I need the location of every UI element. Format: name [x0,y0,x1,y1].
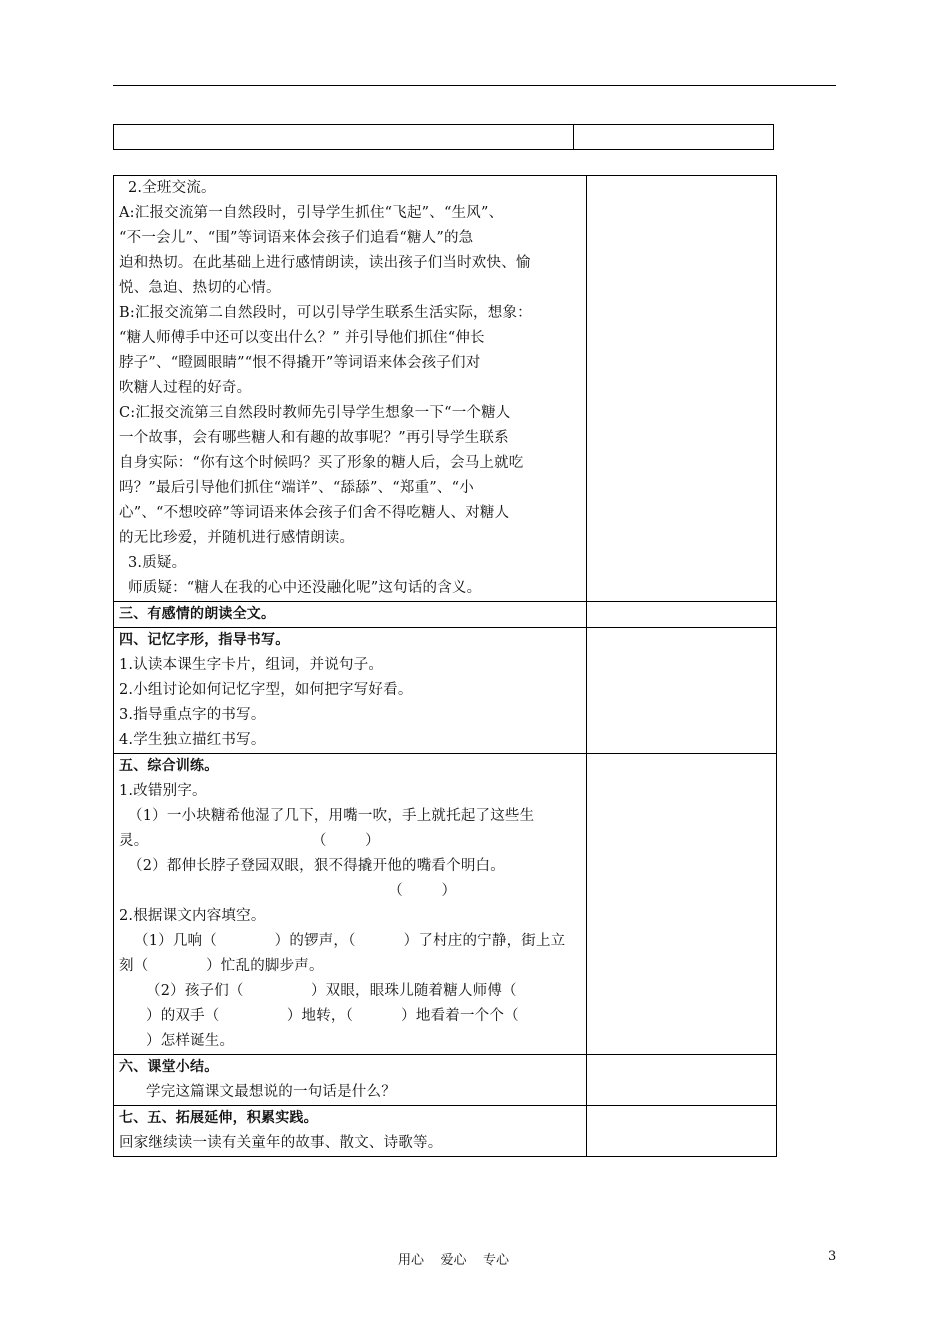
notes-cell [587,176,777,602]
training-line: （1）几响（ ）的锣声，（ ）了村庄的宁静，街上立 [134,933,566,949]
summary-line: 学完这篇课文最想说的一句话是什么？ [146,1084,396,1100]
section-heading: 六、课堂小结。 [119,1059,219,1075]
exchange-line: C:汇报交流第三自然段时教师先引导学生想象一下“一个糖人 [119,405,511,421]
exchange-line: 悦、急迫、热切的心情。 [119,280,281,296]
memorize-line: 1.认读本课生字卡片，组词，并说句子。 [119,657,384,673]
training-line: （2）都伸长脖子登园双眼，狠不得撬开他的嘴看个明白。 [128,858,505,874]
memorize-line: 2.小组讨论如何记忆字型，如何把字写好看。 [119,682,413,698]
notes-cell [587,602,777,628]
exchange-line: 迫和热切。在此基础上进行感情朗读，读出孩子们当时欢快、愉 [119,255,531,271]
read-aloud-cell [114,602,587,628]
training-line: ）的双手（ ）地转，（ ）地看着一个个（ [146,1008,519,1024]
exchange-line: 师质疑：“糖人在我的心中还没融化呢”这句话的含义。 [128,580,482,596]
training-line: （ ） [119,883,457,899]
top-table-fragment [113,124,774,150]
training-cell [114,754,587,1055]
section-heading: 三、有感情的朗读全文。 [119,606,276,622]
top-table-divider [573,125,574,149]
table-row-summary [114,1055,777,1106]
exchange-cell [114,176,587,602]
notes-cell [587,1055,777,1106]
table-row-memorize [114,628,777,754]
exchange-line: 心”、“不想咬碎”等词语来体会孩子们舍不得吃糖人、对糖人 [119,505,510,521]
exchange-line: 吗？”最后引导他们抓住“端详”、“舔舔”、“郑重”、“小 [119,480,474,496]
extension-cell [114,1106,587,1157]
exchange-line: 脖子”、“瞪圆眼睛”“恨不得撬开”等词语来体会孩子们对 [119,355,481,371]
training-line: 灵。 （ ） [119,833,380,849]
exchange-line: “糖人师傅手中还可以变出什么？” 并引导他们抓住“伸长 [119,330,485,346]
exchange-line: 3.质疑。 [128,555,187,571]
training-line: 1.改错别字。 [119,783,207,799]
memorize-line: 4.学生独立描红书写。 [119,732,266,748]
header-rule [113,85,836,86]
exchange-line: 2.全班交流。 [128,180,216,196]
extension-line: 回家继续读一读有关童年的故事、散文、诗歌等。 [119,1135,443,1151]
page-number: 3 [828,1249,837,1264]
exchange-line: B:汇报交流第二自然段时，可以引导学生联系生活实际，想象： [119,305,532,321]
lesson-plan-table [113,175,777,1157]
table-row-exchange [114,176,777,602]
training-line: 刻（ ）忙乱的脚步声。 [119,958,324,974]
training-line: 2.根据课文内容填空。 [119,908,266,924]
exchange-line: 吹糖人过程的好奇。 [119,380,252,396]
memorize-cell [114,628,587,754]
memorize-line: 3.指导重点字的书写。 [119,707,266,723]
training-line: （1）一小块糖希他湿了几下，用嘴一吹，手上就托起了这些生 [128,808,535,824]
table-row-read-aloud [114,602,777,628]
training-line: （2）孩子们（ ）双眼，眼珠儿随着糖人师傅（ [146,983,517,999]
exchange-line: 自身实际：“你有这个时候吗？买了形象的糖人后，会马上就吃 [119,455,524,471]
table-row-extension [114,1106,777,1157]
exchange-line: 一个故事，会有哪些糖人和有趣的故事呢？”再引导学生联系 [119,430,509,446]
notes-cell [587,628,777,754]
exchange-line: “不一会儿”、“围”等词语来体会孩子们追看“糖人”的急 [119,230,474,246]
training-line: ）怎样诞生。 [146,1033,235,1049]
section-heading: 七、五、拓展延伸，积累实践。 [119,1110,318,1126]
summary-cell [114,1055,587,1106]
section-heading: 四、记忆字形，指导书写。 [119,632,290,648]
exchange-line: A:汇报交流第一自然段时，引导学生抓住“飞起”、“生风”、 [119,205,504,221]
section-heading: 五、综合训练。 [119,758,219,774]
notes-cell [587,754,777,1055]
exchange-line: 的无比珍爱，并随机进行感情朗读。 [119,530,355,546]
footer-motto: 用心 爱心 专心 [398,1253,510,1268]
table-row-training [114,754,777,1055]
notes-cell [587,1106,777,1157]
